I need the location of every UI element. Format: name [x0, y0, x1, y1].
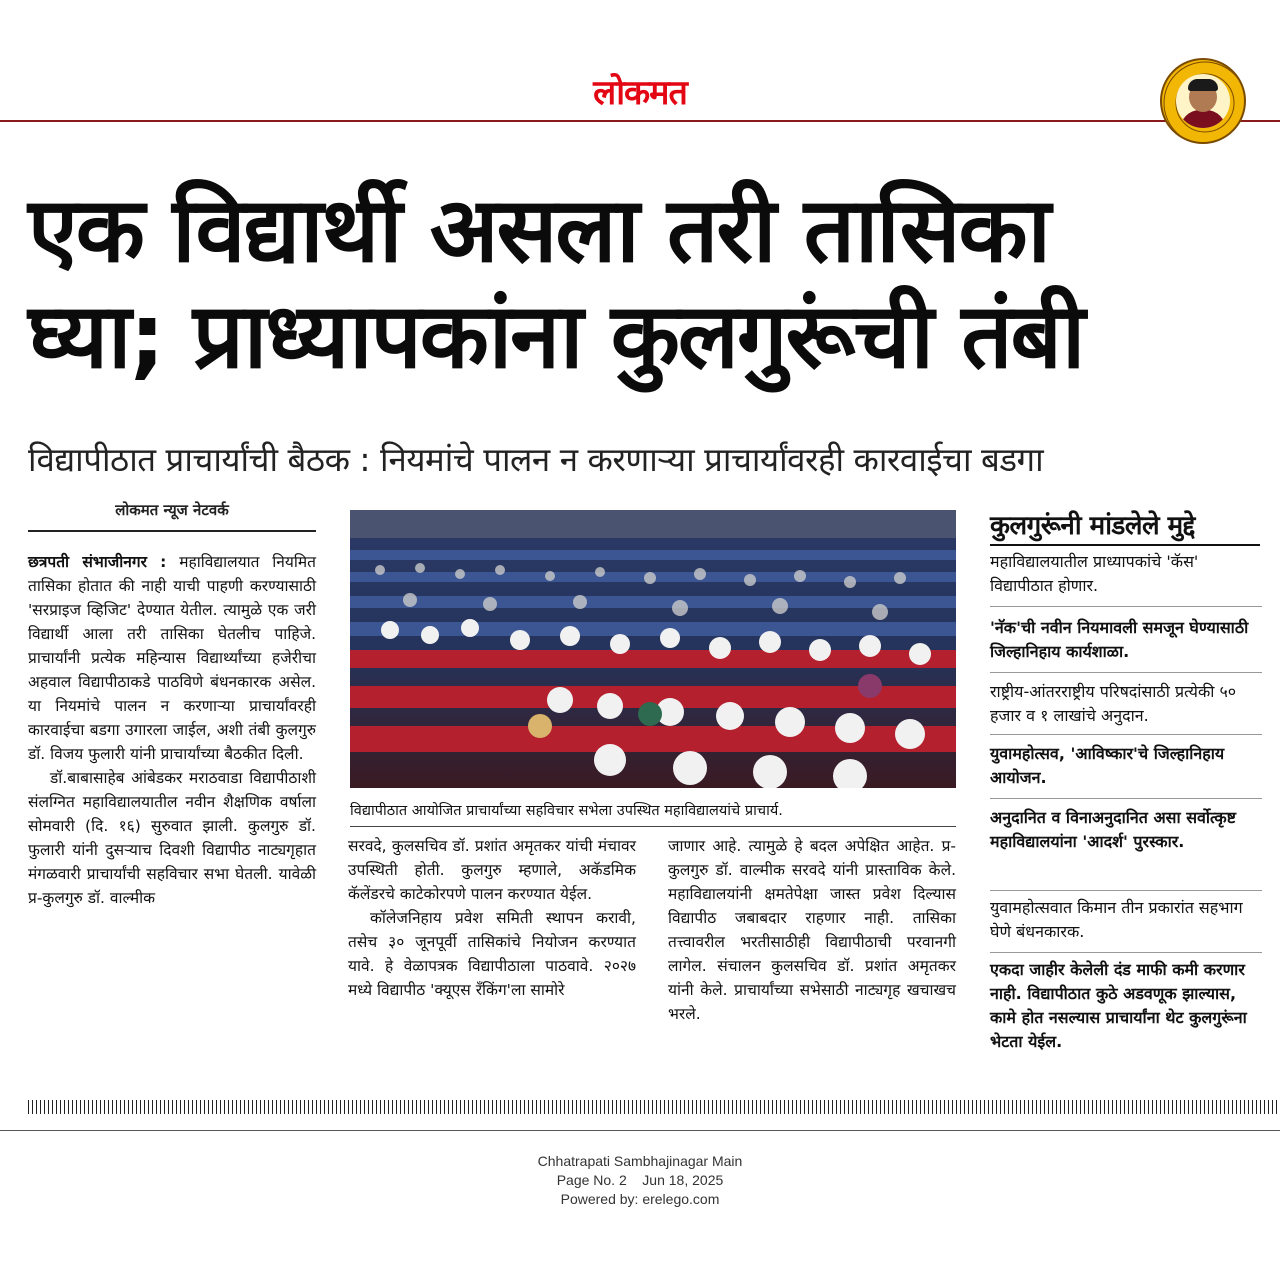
sidebar-divider: [990, 952, 1262, 953]
powered-by: Powered by: erelego.com: [560, 1191, 720, 1207]
sidebar-divider: [990, 672, 1262, 673]
sidebar-point: एकदा जाहीर केलेली दंड माफी कमी करणार नाही. विद्यापीठात कुठे अडवणूक झाल्यास, कामे होत नसल्यास प्राचार्यांना थेट कुलगुरूंना भेटता येईल.: [990, 960, 1247, 1051]
dateline: छत्रपती संभाजीनगर :: [28, 553, 167, 571]
sidebar-point: महाविद्यालयातील प्राध्यापकांचे 'कॅस' विद्यापीठात होणार.: [990, 552, 1199, 595]
headline-line-2: घ्या; प्राध्यापकांना कुलगुरूंची तंबी: [28, 284, 1084, 389]
edition-name: Chhatrapati Sambhajinagar Main: [537, 1153, 743, 1169]
article-paragraph: छत्रपती संभाजीनगर : महाविद्यालयात नियमित तासिका होतात की नाही याची पाहणी करण्यासाठी 'सरप्राइज व्हिजिट' देण्यात येतील. त्यामुळे एक जरी विद्यार्थी आला तरी तासिका घेतलीच पाहिजे. प्राचार्यांनी प्रत्येक महिन्यास विद्यार्थ्यांच्या हजेरीचा अहवाल विद्यापीठाकडे पाठविणे बंधनकारक असेल. या नियमांचे पालन न करणाऱ्या प्राचार्यांवरही कारवाईचा बडगा उगारला जाईल, अशी तंबी कुलगुरु डॉ. विजय फुलारी यांनी प्राचार्यांच्या बैठकीत दिली.: [28, 553, 317, 763]
sidebar-divider: [990, 606, 1262, 607]
caption-rule: [350, 826, 956, 827]
sidebar-rule: [990, 544, 1260, 546]
page-footer: [0, 1152, 1280, 1209]
article-paragraph: कॉलेजनिहाय प्रवेश समिती स्थापन करावी, तसेच ३० जूनपूर्वी तासिकांचे नियोजन करण्यात यावे. हे वेळापत्रक विद्यापीठाला पाठवावे. २०२७ मध्ये विद्यापीठ 'क्यूएस रँकिंग'ला सामोरे: [348, 909, 636, 999]
byline-rule: [28, 530, 316, 532]
sidebar-point: युवामहोत्सवात किमान तीन प्रकारांत सहभाग घेणे बंधनकारक.: [990, 898, 1243, 941]
auditorium-photo-icon: [350, 510, 956, 788]
article-column-2: [348, 834, 636, 1002]
article-column-1: [28, 550, 316, 910]
article-paragraph: डॉ.बाबासाहेब आंबेडकर मराठवाडा विद्यापीठाशी संलग्नित महाविद्यालयातील नवीन शैक्षणिक वर्षाला सोमवारी (दि. १६) सुरुवात झाली. कुलगुरु डॉ. फुलारी यांनी दुसऱ्याच दिवशी विद्यापीठ नाट्यगृहात मंगळवारी प्राचार्यांची सहविचार सभा घेतली. यावेळी प्र-कुलगुरु डॉ. वाल्मीक: [28, 769, 316, 907]
sidebar-divider: [990, 890, 1262, 891]
footer-rule: [0, 1130, 1280, 1131]
sidebar-point: युवामहोत्सव, 'आविष्कार'चे जिल्हानिहाय आयोजन.: [990, 744, 1225, 787]
photo-caption: विद्यापीठात आयोजित प्राचार्यांच्या सहविचार सभेला उपस्थित महाविद्यालयांचे प्राचार्य.: [350, 803, 783, 819]
masthead: [0, 60, 1280, 124]
masthead-rule: [0, 120, 1280, 122]
sidebar-point: राष्ट्रीय-आंतरराष्ट्रीय परिषदांसाठी प्रत्येकी ५० हजार व १ लाखांचे अनुदान.: [990, 682, 1237, 725]
profile-badge: [1160, 58, 1246, 144]
meeting-photo: [350, 510, 956, 788]
barcode-strip: [28, 1100, 1278, 1114]
headline-line-1: एक विद्यार्थी असला तरी तासिका: [28, 178, 1049, 283]
headline: [28, 178, 1268, 390]
article-column-3: [668, 834, 956, 1026]
byline: लोकमत न्यूज नेटवर्क: [115, 501, 229, 519]
sidebar-point: 'नॅक'ची नवीन नियमावली समजून घेण्यासाठी जिल्हानिहाय कार्यशाळा.: [990, 618, 1249, 661]
subheadline: विद्यापीठात प्राचार्यांची बैठक : नियमांचे पालन न करणाऱ्या प्राचार्यांवरही कारवाईचा बडगा: [28, 440, 1044, 479]
article-paragraph: जाणार आहे. त्यामुळे हे बदल अपेक्षित आहेत. प्र-कुलगुरु डॉ. वाल्मीक सरवदे यांनी प्रास्ताविक केले. महाविद्यालयांनी क्षमतेपेक्षा जास्त प्रवेश दिल्यास विद्यापीठ जबाबदार राहणार नाही. तासिका तत्त्वावरील भरतीसाठीही विद्यापीठाची परवानगी लागेल. संचालन कुलसचिव डॉ. प्रशांत अमृतकर यांनी केले. प्राचार्यांच्या सभेसाठी नाट्यगृह खचाखच भरले.: [668, 837, 956, 1023]
sidebar-divider: [990, 798, 1262, 799]
page-date: Page No. 2 Jun 18, 2025: [556, 1172, 724, 1188]
avatar: [1176, 74, 1230, 128]
newspaper-logo: लोकमत: [593, 73, 687, 113]
sidebar-point: अनुदानित व विनाअनुदानित असा सर्वोत्कृष्ट महाविद्यालयांना 'आदर्श' पुरस्कार.: [990, 808, 1237, 851]
article-paragraph: सरवदे, कुलसचिव डॉ. प्रशांत अमृतकर यांची मंचावर उपस्थिती होती. कुलगुरु म्हणाले, अकॅडमिक कॅलेंडरचे काटेकोरपणे पालन करण्यात येईल.: [348, 837, 636, 903]
sidebar-title: कुलगुरूंनी मांडलेले मुद्दे: [990, 511, 1195, 541]
sidebar-divider: [990, 734, 1262, 735]
